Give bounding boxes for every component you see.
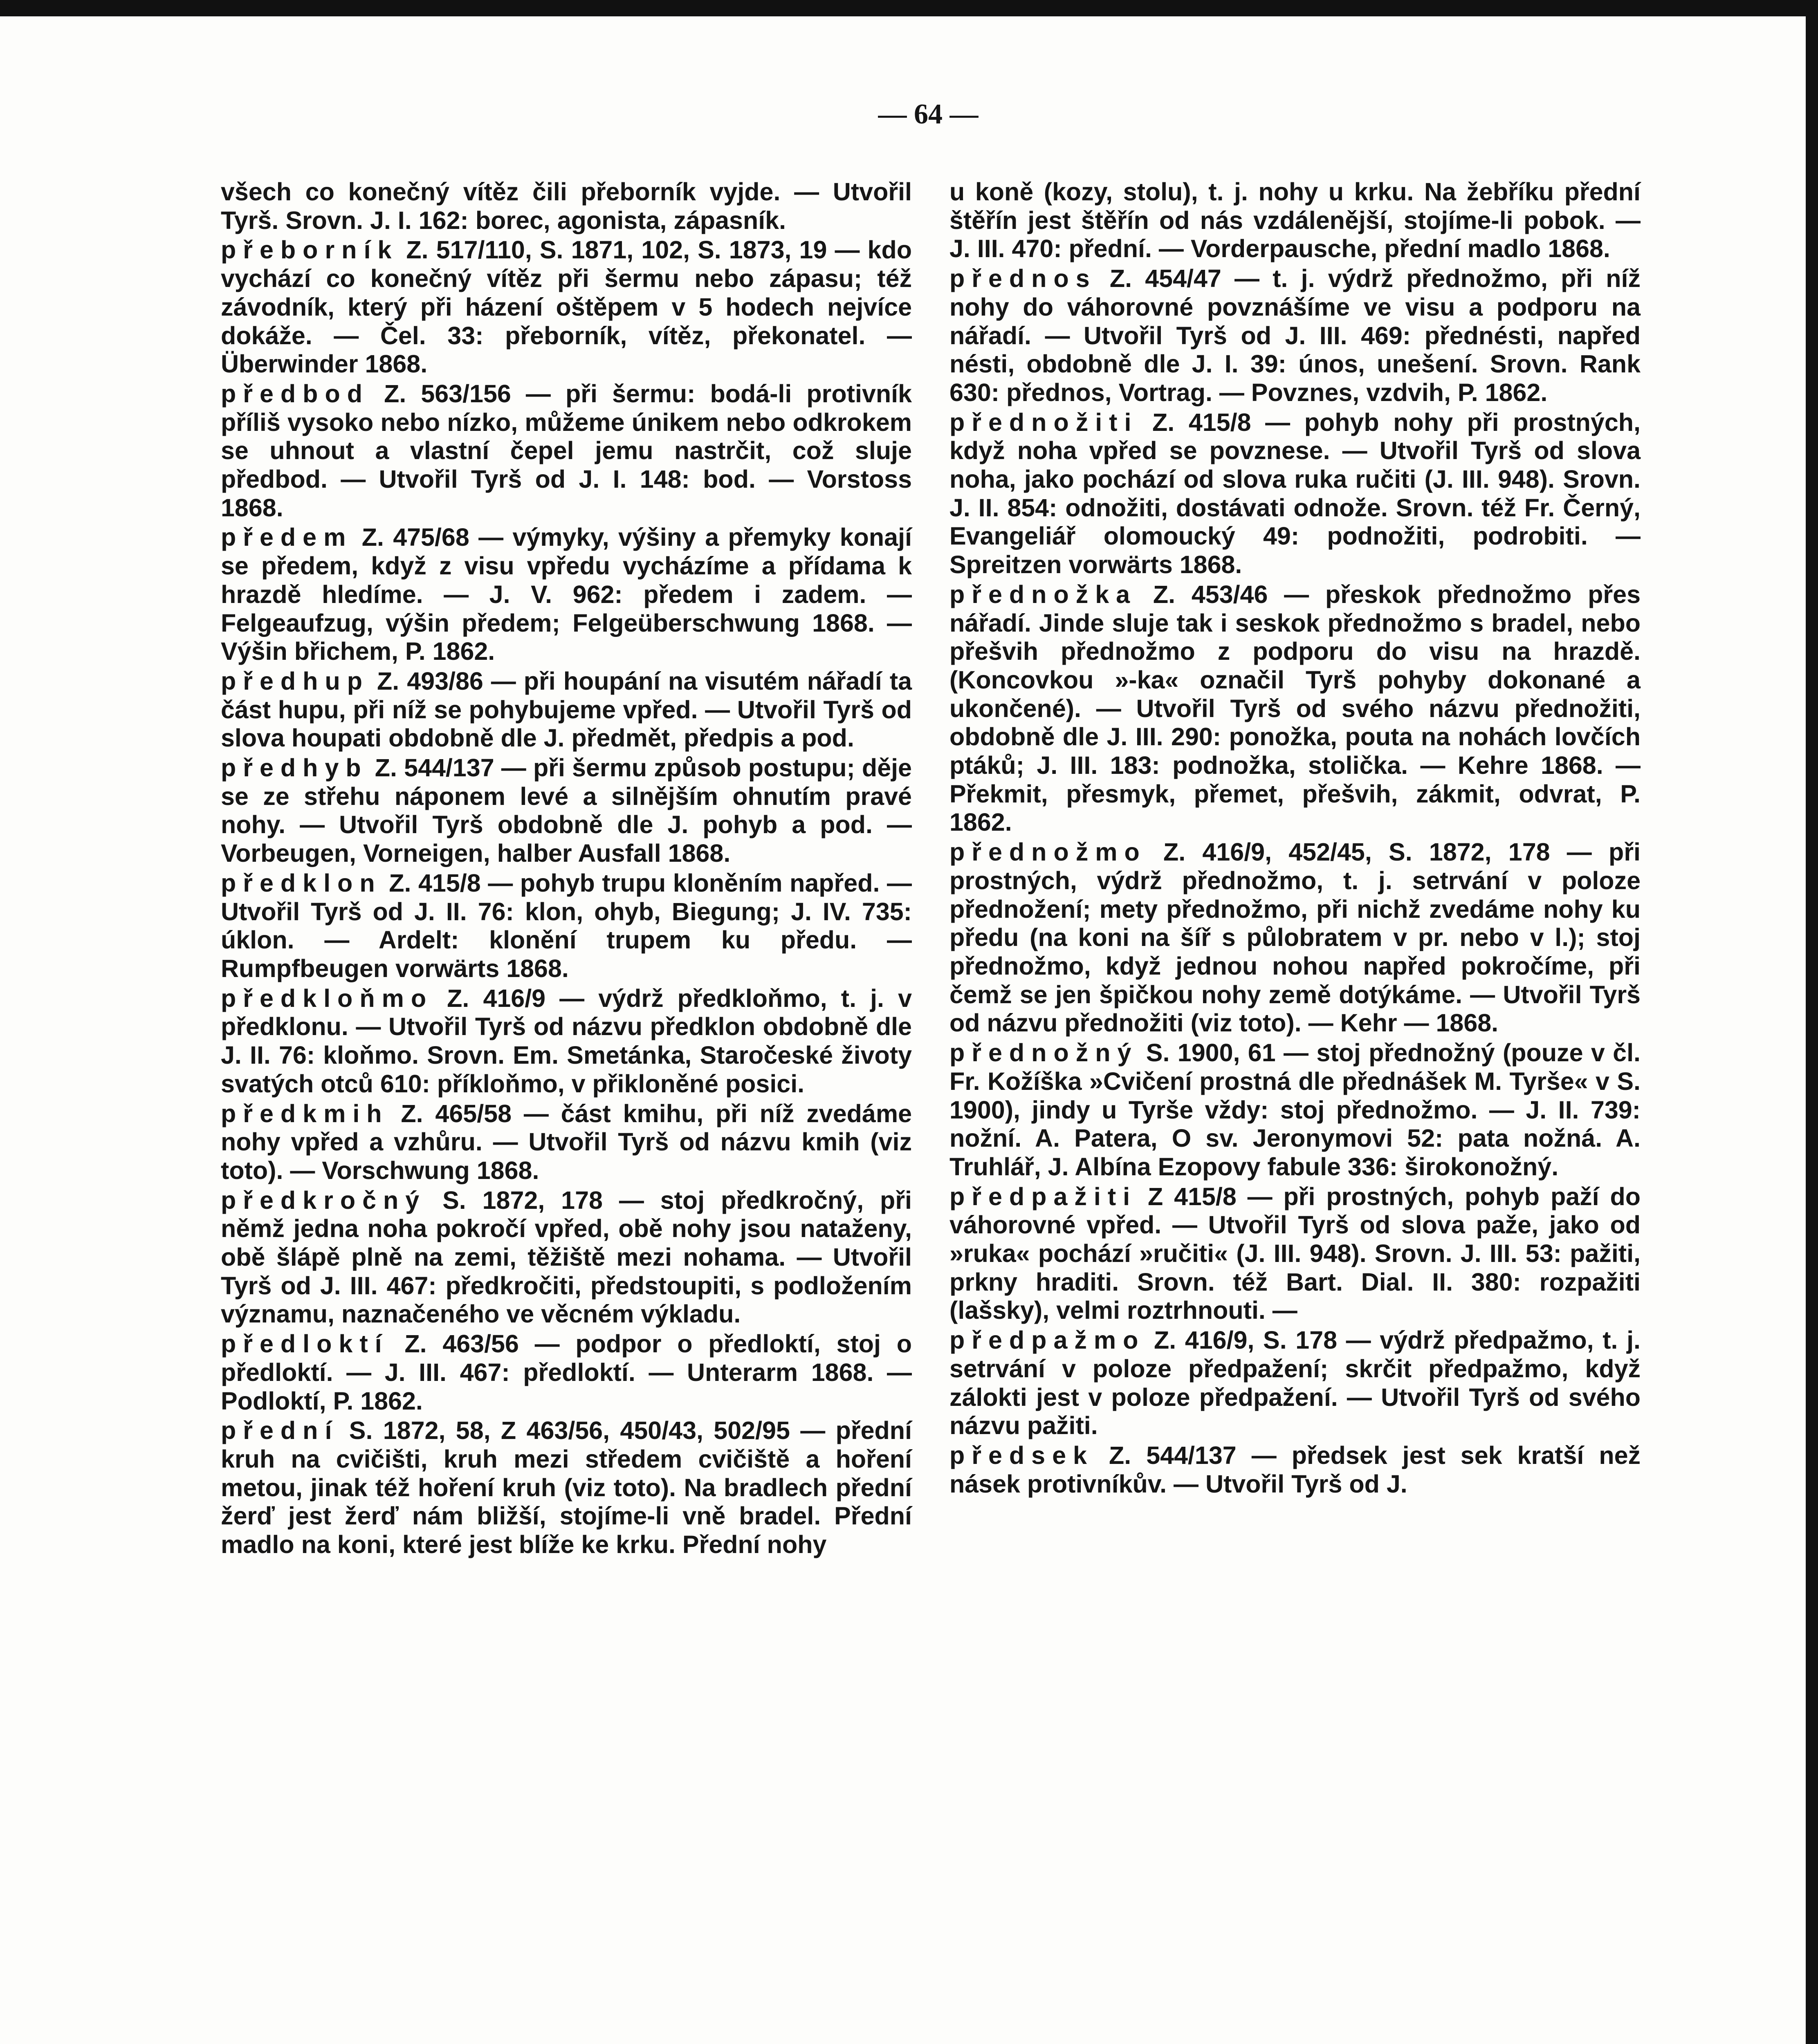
- entry-text: Z. 563/156 — při šermu: bodá-li protivník příliš vysoko nebo nízko, můžeme únikem nebo odkrokem se uhnout a vlastní čepel jemu nastrčit, což sluje předbod. — Utvořil Tyrš od J. I. 148: bod. — Vorstoss 1868.: [221, 379, 912, 522]
- entry-headword: přednožiti: [949, 408, 1138, 436]
- dictionary-entry: [221, 1416, 912, 1559]
- entry-headword: předpažiti: [949, 1182, 1137, 1210]
- entry-headword: předklon: [221, 869, 382, 897]
- entry-text: S. 1900, 61 — stoj přednožný (pouze v čl. Fr. Kožíška »Cvičení prostná dle přednášek M. Tyrše« v S. 1900), jindy u Tyrše vždy: stoj přednožmo. — J. II. 739: nožní. A. Patera, O sv. Jeronymovi 52: pata nožná. A. Truhlář, J. Albína Ezopovy fabule 336: širokonožný.: [949, 1039, 1641, 1181]
- entry-text: Z 415/8 — při prostných, pohyb paží do váhorovné vpřed. — Utvořil Tyrš od slova paže, jako od »ruka« pochází »ručiti« (J. III. 948). Srovn. J. III. 53: pažiti, prkny hraditi. Srovn. též Bart. Dial. II. 380: rozpažiti (lašsky), velmi roztrhnouti. —: [949, 1182, 1641, 1325]
- entry-text: Z. 475/68 — výmyky, výšiny a přemyky konají se předem, když z visu vpředu vycházíme a přídama k hrazdě hledíme. — J. V. 962: předem i zadem. — Felgeaufzug, výšin předem; Felgeüberschwung 1868. — Výšin břichem, P. 1862.: [221, 523, 912, 666]
- dictionary-entry: [221, 178, 912, 235]
- dictionary-entry: [949, 408, 1641, 579]
- entry-headword: přednožmo: [949, 838, 1147, 866]
- scan-border-right: [1806, 0, 1818, 2044]
- entry-text: Z. 416/9, S. 178 — výdrž předpažmo, t. j. setrvání v poloze předpažení; skrčit předpažmo, když zálokti jest v poloze předpažení. — Utvořil Tyrš od svého názvu pažiti.: [949, 1326, 1641, 1440]
- entry-headword: přednožka: [949, 580, 1137, 608]
- entry-text: u koně (kozy, stolu), t. j. nohy u krku. Na žebříku přední štěřín jest štěřín od nás vzdálenější, stojíme-li pobok. — J. III. 470: přední. — Vorderpausche, přední madlo 1868.: [949, 178, 1641, 263]
- dictionary-entry: [221, 1186, 912, 1329]
- dictionary-entry: [221, 1330, 912, 1415]
- entry-headword: přední: [221, 1416, 339, 1445]
- entry-text: Z. 517/110, S. 1871, 102, S. 1873, 19 — kdo vychází co konečný vítěz při šermu nebo zápasu; též závodník, který při házení oštěpem v 5 hodech nejvíce dokáže. — Čel. 33: přeborník, vítěz, překonatel. — Überwinder 1868.: [221, 236, 912, 378]
- entry-headword: předsek: [949, 1441, 1094, 1469]
- dictionary-entry: [221, 869, 912, 983]
- dictionary-entry: [221, 984, 912, 1098]
- dictionary-entry: [221, 380, 912, 522]
- entry-headword: předloktí: [221, 1330, 389, 1358]
- entry-text: Z. 465/58 — část kmihu, při níž zvedáme nohy vpřed a vzhůru. — Utvořil Tyrš od názvu kmih (viz toto). — Vorschwung 1868.: [221, 1099, 912, 1184]
- entry-text: Z. 415/8 — pohyb nohy při prostných, když noha vpřed se povznese. — Utvořil Tyrš od slova noha, jako pochází od slova ruka ručiti (J. III. 948). Srovn. J. II. 854: odnožiti, dostávati odnože. Srovn. též Fr. Černý, Evangeliář olomoucký 49: podnožiti, podrobiti. — Spreitzen vorwärts 1868.: [949, 408, 1641, 579]
- entry-headword: přednos: [949, 264, 1097, 293]
- page-number: — 64 —: [878, 99, 979, 130]
- entry-text: Z. 453/46 — přeskok přednožmo přes nářadí. Jinde sluje tak i seskok přednožmo s bradel, nebo přešvih přednožmo z podporu do visu na hrazdě. (Koncovkou »-ka« označil Tyrš pohyby dokonané a ukončené). — Utvořil Tyrš od svého názvu přednožiti, obdobně dle J. III. 290: ponožka, pouta na nohách lovčích ptáků; J. III. 183: podnožka, stolička. — Kehre 1868. — Překmit, přesmyk, přemet, přešvih, zákmit, odvrat, P. 1862.: [949, 580, 1641, 836]
- entry-text: všech co konečný vítěz čili přeborník vyjde. — Utvořil Tyrš. Srovn. J. I. 162: borec, agonista, zápasník.: [221, 178, 912, 234]
- dictionary-entry: [221, 667, 912, 753]
- dictionary-entry: [949, 264, 1641, 407]
- left-column: [221, 178, 912, 1560]
- dictionary-entry: [949, 1183, 1641, 1325]
- dictionary-entry: [949, 1326, 1641, 1440]
- entry-text: Z. 544/137 — předsek jest sek kratší než násek protivníkův. — Utvořil Tyrš od J.: [949, 1441, 1641, 1498]
- entry-headword: předem: [221, 523, 353, 551]
- right-column: [949, 178, 1641, 1499]
- dictionary-entry: [221, 236, 912, 379]
- entry-headword: předkročný: [221, 1186, 426, 1214]
- dictionary-entry: [221, 523, 912, 666]
- dictionary-entry: [221, 754, 912, 868]
- dictionary-entry: [949, 1039, 1641, 1181]
- entry-text: Z. 416/9 — výdrž předkloňmo, t. j. v předklonu. — Utvořil Tyrš od názvu předklon obdobně dle J. II. 76: kloňmo. Srovn. Em. Smetánka, Staročeské životy svatých otců 610: příkloňmo, v přikloněné posici.: [221, 984, 912, 1098]
- dictionary-entry: [949, 1441, 1641, 1498]
- dictionary-entry: [949, 178, 1641, 263]
- entry-headword: přednožný: [949, 1039, 1138, 1067]
- entry-headword: přeborník: [221, 236, 399, 264]
- entry-text: Z. 544/137 — při šermu způsob postupu; děje se ze střehu náponem levé a silnějším ohnutím pravé nohy. — Utvořil Tyrš obdobně dle J. pohyb a pod. — Vorbeugen, Vorneigen, halber Ausfall 1868.: [221, 754, 912, 867]
- entry-headword: předpažmo: [949, 1326, 1145, 1354]
- entry-headword: předkloňmo: [221, 984, 433, 1012]
- dictionary-entry: [949, 580, 1641, 837]
- entry-text: Z. 493/86 — při houpání na visutém nářadí ta část hupu, při níž se pohybujeme vpřed. — Utvořil Tyrš od slova houpati obdobně dle J. předmět, předpis a pod.: [221, 667, 912, 752]
- entry-headword: předbod: [221, 379, 369, 408]
- dictionary-entry: [949, 838, 1641, 1038]
- entry-text: Z. 454/47 — t. j. výdrž přednožmo, při níž nohy do váhorovné povznášíme ve visu a podporu na nářadí. — Utvořil Tyrš od J. III. 469: přednésti, napřed nésti, obdobně dle J. I. 39: únos, unešení. Srovn. Rank 630: přednos, Vortrag. — Povznes, vzdvih, P. 1862.: [949, 264, 1641, 406]
- dictionary-entry: [221, 1100, 912, 1185]
- entry-text: Z. 463/56 — podpor o předloktí, stoj o předloktí. — J. III. 467: předloktí. — Unterarm 1868. — Podloktí, P. 1862.: [221, 1330, 912, 1415]
- scan-border-top: [0, 0, 1818, 16]
- entry-text: S. 1872, 58, Z 463/56, 450/43, 502/95 — přední kruh na cvičišti, kruh mezi středem cvičiště a hoření metou, jinak též hoření kruh (viz toto). Na bradlech přední žerď jest žerď nám bližší, stojíme-li vně bradel. Přední madlo na koni, které jest blíže ke krku. Přední nohy: [221, 1416, 912, 1559]
- entry-text: Z. 415/8 — pohyb trupu kloněním napřed. — Utvořil Tyrš od J. II. 76: klon, ohyb, Biegung; J. IV. 735: úklon. — Ardelt: klonění trupem ku předu. — Rumpfbeugen vorwärts 1868.: [221, 869, 912, 982]
- entry-text: S. 1872, 178 — stoj předkročný, při němž jedna noha pokročí vpřed, obě nohy jsou nataženy, obě šlápě plně na zemi, těžiště mezi nohama. — Utvořil Tyrš od J. III. 467: předkročiti, předstoupiti, s podložením významu, naznačeného ve věcném výkladu.: [221, 1186, 912, 1328]
- entry-headword: předkmih: [221, 1099, 389, 1127]
- entry-headword: předhyb: [221, 754, 368, 782]
- entry-text: Z. 416/9, 452/45, S. 1872, 178 — při prostných, výdrž přednožmo, t. j. setrvání v poloze přednožení; mety přednožmo, při nichž zvedáme nohy ku předu (na koni na šíř s půlobratem v pr. nebo v l.); stoj přednožmo, když jednou nohou napřed pokročíme, při čemž se jen špičkou nohy země dotýkáme. — Utvořil Tyrš od názvu přednožiti (viz toto). — Kehr — 1868.: [949, 838, 1641, 1037]
- entry-headword: předhup: [221, 667, 369, 695]
